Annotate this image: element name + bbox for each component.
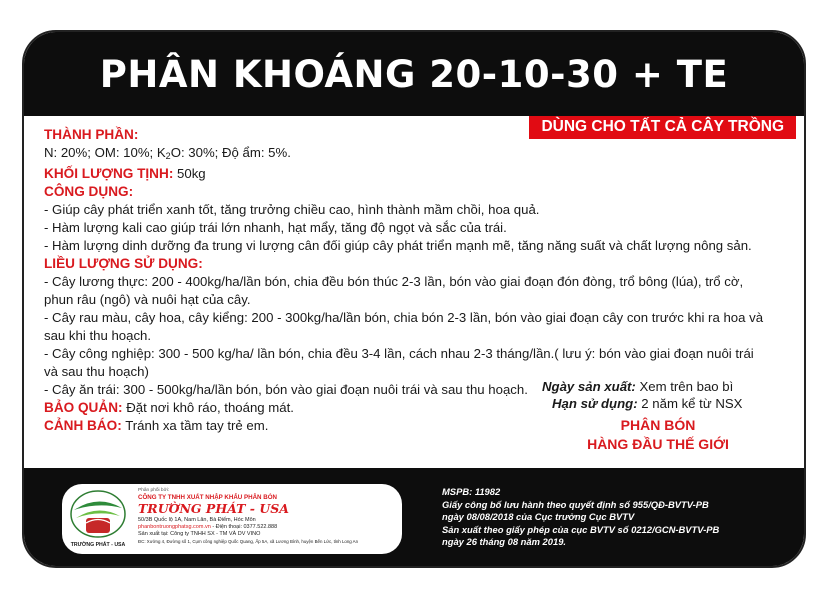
expiry-date — [542, 395, 782, 412]
dosage-item-4: - Cây ăn trái: 300 - 500kg/ha/lần bón, bón vào giai đoạn nuôi trái và sau thu hoạch. — [44, 382, 528, 397]
registration-line: MSPB: 11982 — [442, 486, 501, 497]
weight-value: 50kg — [173, 166, 206, 181]
composition-subscript: 2 — [165, 151, 171, 161]
mfg-label: Ngày sản xuất: — [542, 379, 636, 394]
distributor-label: Phân phối bởi: — [138, 488, 170, 493]
uses-item: - Giúp cây phát triển xanh tốt, tăng trưởng chiều cao, hình thành mầm chồi, hoa quả. — [44, 202, 540, 217]
phone: - Điện thoại: 0377.522.888 — [212, 524, 278, 530]
company-address: 50/3B Quốc lộ 1A, Nam Lân, Bà Điểm, Hóc Môn — [138, 517, 256, 523]
net-weight — [44, 165, 784, 183]
dosage-item-3-line-2: và sau thu hoạch) — [44, 364, 149, 379]
dosage-item-3-line-1: - Cây công nghiệp: 300 - 500 kg/ha/ lần bón, chia đều 3-4 lần, cách nhau 2-3 tháng/lần.( lưu ý: bón vào giai đoạn nuôi trái — [44, 346, 754, 361]
warning-value: Tránh xa tầm tay trẻ em. — [121, 418, 269, 433]
composition-text — [44, 144, 784, 165]
website: phanbontruongphatsg.com.vn — [138, 524, 211, 530]
dosage-item-1-line-1: - Cây lương thực: 200 - 400kg/ha/lần bón, chia đều bón thúc 2-3 lần, bón vào giai đoạn đón đòng, trổ bông (lúa), trổ cờ, — [44, 274, 744, 289]
producer-address: ĐC: Xưởng 4, Đường số 1, Cụm công nghiệp Quốc Quang, Ấp 5A, xã Lương Bình, huyện Bến Lức, tỉnh Long An — [138, 539, 359, 544]
mfg-value: Xem trên bao bì — [635, 379, 734, 394]
dosage-item-2-line-2: sau khi thu hoạch. — [44, 328, 152, 343]
registration-line: Sản xuất theo giấy phép của cục BVTV số 0212/GCN-BVTV-PB — [442, 523, 720, 535]
weight-heading: KHỐI LƯỢNG TỊNH: — [44, 166, 174, 181]
exp-value: 2 năm kể từ NSX — [637, 396, 743, 411]
registration-line: ngày 08/08/2018 của Cục trưởng Cục BVTV — [442, 511, 635, 523]
dosage-item-2-line-1: - Cây rau màu, cây hoa, cây kiểng: 200 - 300kg/ha/lần bón, chia bón 2-3 lần, bón vào giai đoạn cây con trước khi ra hoa và — [44, 310, 764, 325]
logo-caption: TRƯỜNG PHÁT - USA — [70, 542, 126, 548]
label-frame — [22, 30, 806, 568]
dosage-heading: LIỀU LƯỢNG SỬ DỤNG: — [44, 256, 203, 271]
slogan-line-1: PHÂN BÓN — [620, 417, 696, 433]
brand-name: TRƯỜNG PHÁT - USA — [138, 501, 289, 516]
composition-part-a: N: 20%; OM: 10%; K — [44, 145, 166, 160]
company-logo — [68, 488, 128, 550]
exp-label: Hạn sử dụng: — [552, 396, 638, 411]
warning-heading: CẢNH BÁO: — [44, 418, 122, 433]
company-name: CÔNG TY TNHH XUẤT NHẬP KHẨU PHÂN BÓN — [138, 494, 277, 501]
composition-heading: THÀNH PHẦN: — [44, 127, 139, 142]
registration-line: Giấy công bố lưu hành theo quyết định số 955/QĐ-BVTV-PB — [442, 498, 709, 510]
company-info — [138, 487, 400, 545]
uses-heading: CÔNG DỤNG: — [44, 184, 134, 199]
slogan-line-2: HÀNG ĐẦU THẾ GIỚI — [587, 436, 729, 452]
storage-heading: BẢO QUẢN: — [44, 400, 123, 415]
usage-badge: DÙNG CHO TẤT CẢ CÂY TRỒNG — [529, 116, 796, 139]
logo-emblem-icon — [68, 488, 128, 540]
uses-item: - Hàm lượng kali cao giúp trái lớn nhanh, hạt mẩy, tăng độ ngọt và sắc của trái. — [44, 220, 507, 235]
registration-line: ngày 26 tháng 08 năm 2019. — [442, 536, 567, 548]
footer-band — [24, 468, 804, 568]
company-card — [62, 484, 402, 554]
registration-info — [442, 486, 802, 549]
storage-value: Đặt nơi khô ráo, thoáng mát. — [122, 400, 294, 415]
brand-slogan — [542, 416, 774, 454]
manufacture-date — [542, 378, 782, 395]
producer: Sản xuất tại: Công ty TNHH SX - TM VÀ DV VINO — [138, 531, 261, 537]
contact-row — [138, 524, 400, 531]
composition-part-b: O: 30%; Độ ẩm: 5%. — [170, 145, 291, 160]
product-title: PHÂN KHOÁNG 20-10-30 + TE — [99, 52, 729, 96]
uses-item: - Hàm lượng dinh dưỡng đa trung vi lượng cân đối giúp cây phát triển mạnh mẽ, tăng năng suất và chất lượng nông sản. — [44, 238, 752, 253]
dosage-item-1-line-2: phun râu (ngô) và nuôi hạt của cây. — [44, 292, 251, 307]
dates-block — [542, 378, 782, 412]
title-band — [24, 32, 804, 116]
